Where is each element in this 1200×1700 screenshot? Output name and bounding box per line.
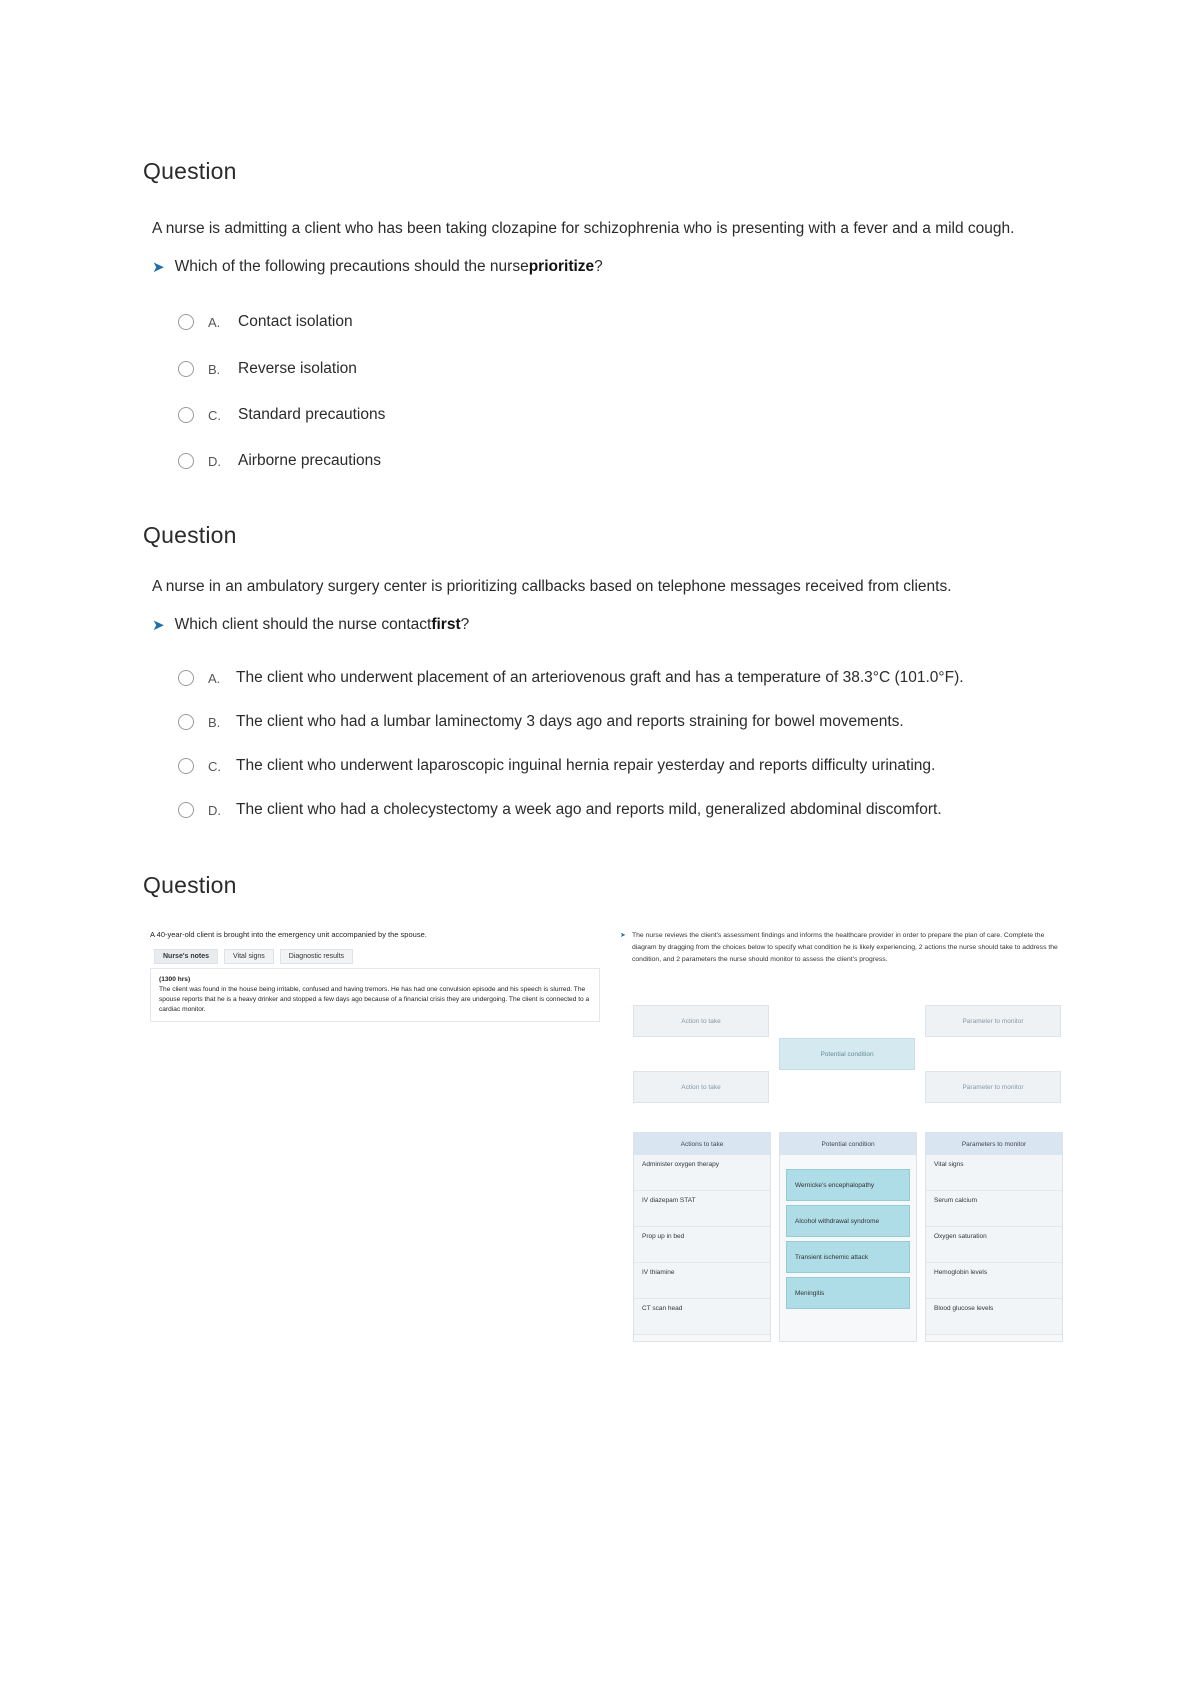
q2-option-c[interactable] (178, 757, 935, 775)
action-choice[interactable]: Administer oxygen therapy (634, 1155, 770, 1191)
note-time: (1300 hrs) (159, 976, 191, 983)
tab-diagnostic-results[interactable]: Diagnostic results (280, 949, 353, 964)
question-2-stem: A nurse in an ambulatory surgery center is prioritizing callbacks based on telephone messages received from clients. (152, 578, 952, 595)
case-tabs (154, 949, 600, 964)
option-text: The client who had a lumbar laminectomy 3 days ago and reports straining for bowel movements. (236, 713, 904, 730)
radio-button[interactable] (178, 802, 194, 818)
parameter-choice[interactable]: Vital signs (926, 1155, 1062, 1191)
action-choice[interactable]: IV diazepam STAT (634, 1191, 770, 1227)
radio-button[interactable] (178, 758, 194, 774)
condition-choice[interactable]: Wernicke's encephalopathy (786, 1169, 910, 1201)
action-choice[interactable]: IV thiamine (634, 1263, 770, 1299)
option-letter: A. (208, 314, 221, 330)
option-text: Contact isolation (238, 313, 353, 330)
radio-button[interactable] (178, 714, 194, 730)
question-1-heading: Question (143, 158, 237, 184)
option-letter: B. (208, 714, 221, 730)
option-letter: D. (208, 453, 221, 469)
prompt-suffix: ? (460, 616, 470, 633)
action-choice[interactable]: CT scan head (634, 1299, 770, 1335)
option-text: Standard precautions (238, 406, 386, 423)
nurses-notes-box (150, 968, 600, 1022)
option-text: Reverse isolation (238, 360, 357, 377)
condition-choice[interactable]: Alcohol withdrawal syndrome (786, 1205, 910, 1237)
parameter-choice[interactable]: Oxygen saturation (926, 1227, 1062, 1263)
parameter-choice[interactable]: Hemoglobin levels (926, 1263, 1062, 1299)
prompt-emphasis: prioritize (528, 258, 595, 275)
q1-option-c[interactable] (178, 406, 385, 424)
slot-action-1[interactable]: Action to take (633, 1005, 769, 1037)
actions-column-header: Actions to take (634, 1133, 770, 1155)
parameter-choice[interactable]: Serum calcium (926, 1191, 1062, 1227)
case-study-panel (150, 930, 600, 1022)
option-letter: D. (208, 802, 221, 818)
option-text: The client who underwent placement of an arteriovenous graft and has a temperature of 38.3°C (101.0°F). (236, 669, 964, 686)
case-intro: A 40-year-old client is brought into the emergency unit accompanied by the spouse. (150, 930, 427, 939)
slot-parameter-1[interactable]: Parameter to monitor (925, 1005, 1061, 1037)
question-1-stem: A nurse is admitting a client who has been taking clozapine for schizophrenia who is presenting with a fever and a mild cough. (152, 220, 1015, 237)
parameters-column (925, 1132, 1063, 1342)
prompt-suffix: ? (594, 258, 603, 275)
conditions-column-header: Potential condition (780, 1133, 916, 1155)
question-1-prompt (152, 258, 603, 276)
diagram-instructions (620, 930, 1060, 966)
q2-option-b[interactable] (178, 713, 904, 731)
q1-option-a[interactable] (178, 313, 353, 331)
slot-parameter-2[interactable]: Parameter to monitor (925, 1071, 1061, 1103)
radio-button[interactable] (178, 407, 194, 423)
q1-option-d[interactable] (178, 452, 381, 470)
slot-action-2[interactable]: Action to take (633, 1071, 769, 1103)
q2-option-a[interactable] (178, 669, 964, 687)
tab-nurses-notes[interactable]: Nurse's notes (154, 949, 218, 964)
tab-vital-signs[interactable]: Vital signs (224, 949, 274, 964)
slot-condition[interactable]: Potential condition (779, 1038, 915, 1070)
question-2-prompt (152, 616, 469, 634)
option-letter: B. (208, 361, 221, 377)
prompt-emphasis: first (431, 616, 461, 633)
note-text: The client was found in the house being irritable, confused and having tremors. He has had one convulsion episode and his speech is slurred. The spouse reports that he is a heavy drinker and stopped a few days ago because of a financial crisis they are undergoing. The client is connected to a cardiac monitor. (159, 986, 590, 1013)
q1-option-b[interactable] (178, 360, 357, 378)
instructions-text: The nurse reviews the client's assessment findings and informs the healthcare provider in order to prepare the plan of care. Complete the diagram by dragging from the choices below to specify what condition he is likely experiencing, 2 actions the nurse should take to address the condition, and 2 parameters the nurse should monitor to assess the client's progress. (632, 932, 1058, 963)
option-text: The client who underwent laparoscopic inguinal hernia repair yesterday and reports difficulty urinating. (236, 757, 936, 774)
prompt-text: Which client should the nurse contact (174, 616, 432, 633)
option-letter: C. (208, 758, 221, 774)
radio-button[interactable] (178, 453, 194, 469)
arrow-icon: ➤ (152, 259, 165, 276)
parameters-column-header: Parameters to monitor (926, 1133, 1062, 1155)
question-2-heading: Question (143, 522, 237, 548)
radio-button[interactable] (178, 670, 194, 686)
option-text: Airborne precautions (238, 452, 382, 469)
action-choice[interactable]: Prop up in bed (634, 1227, 770, 1263)
option-text: The client who had a cholecystectomy a week ago and reports mild, generalized abdominal discomfort. (236, 801, 942, 818)
radio-button[interactable] (178, 361, 194, 377)
condition-choice[interactable]: Transient ischemic attack (786, 1241, 910, 1273)
radio-button[interactable] (178, 314, 194, 330)
option-letter: C. (208, 407, 221, 423)
question-3-heading: Question (143, 872, 237, 898)
actions-column (633, 1132, 771, 1342)
condition-choice[interactable]: Meningitis (786, 1277, 910, 1309)
arrow-icon: ➤ (152, 617, 165, 634)
option-letter: A. (208, 670, 221, 686)
conditions-column (779, 1132, 917, 1342)
q2-option-d[interactable] (178, 801, 942, 819)
prompt-text: Which of the following precautions should the nurse (174, 258, 529, 275)
parameter-choice[interactable]: Blood glucose levels (926, 1299, 1062, 1335)
arrow-icon: ➤ (620, 932, 626, 939)
